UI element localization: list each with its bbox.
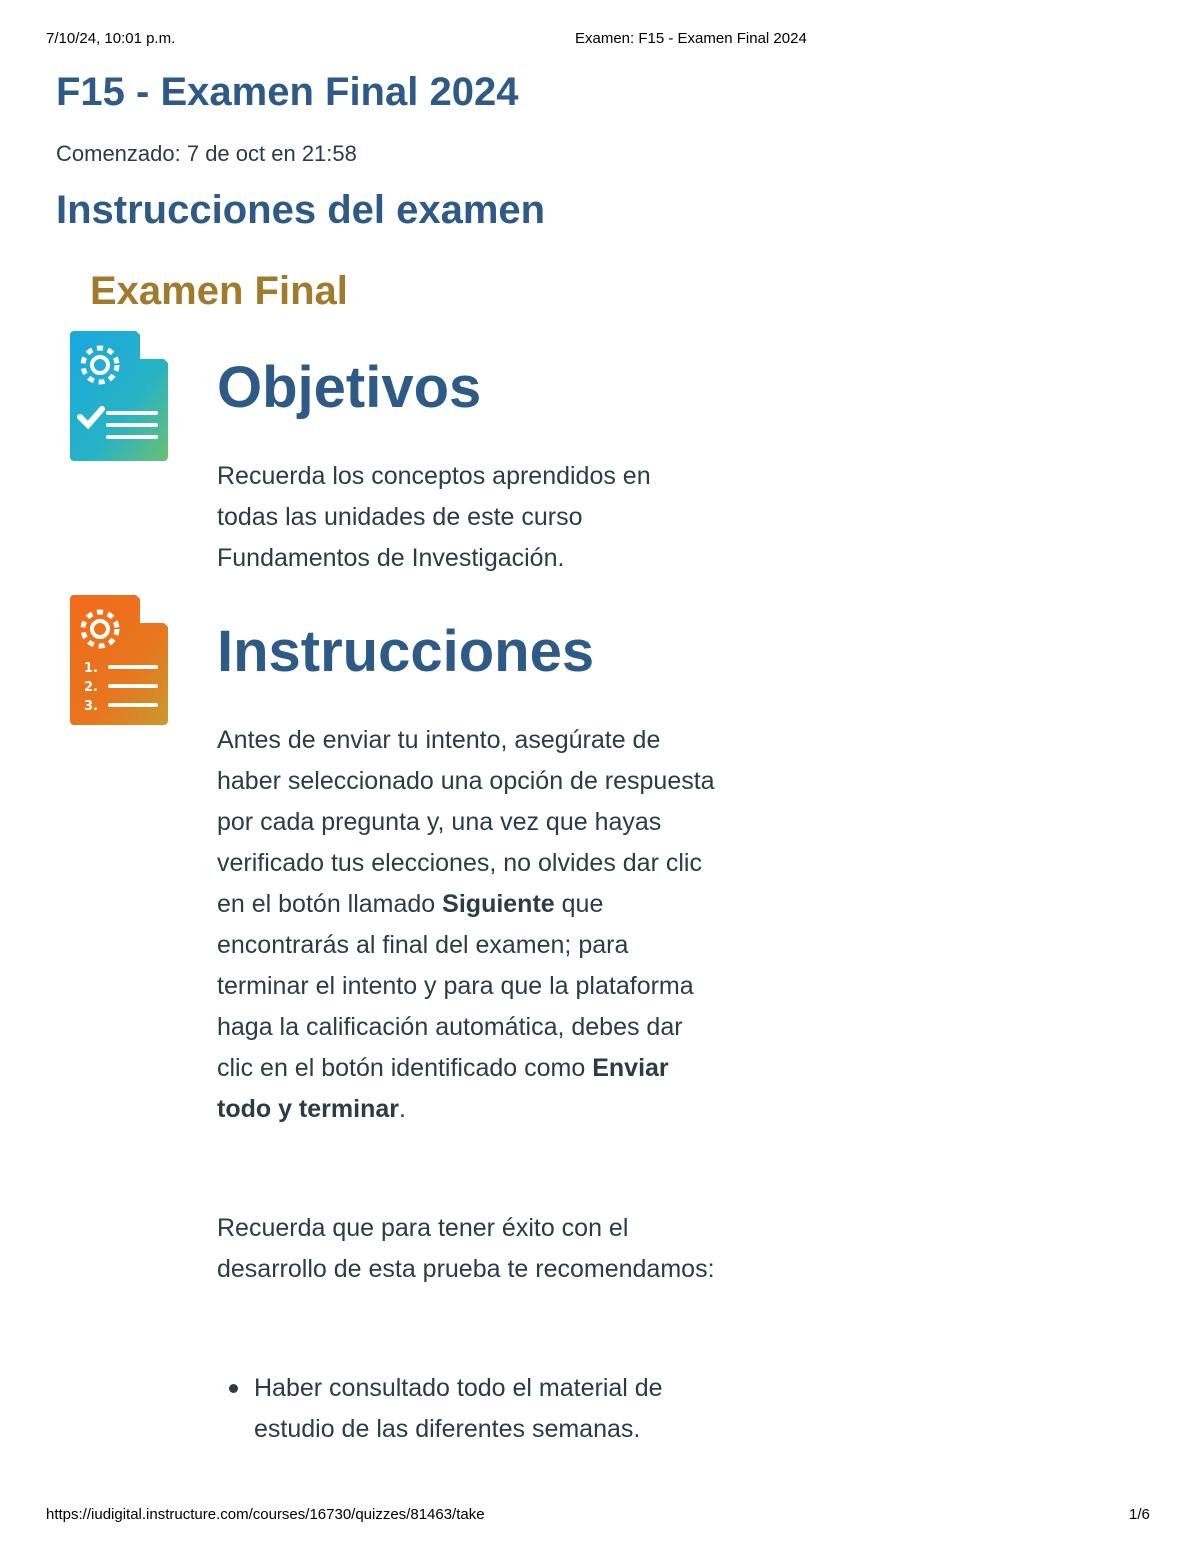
started-timestamp: Comenzado: 7 de oct en 21:58 (56, 141, 357, 166)
instrucciones-heading: Instrucciones (217, 619, 595, 684)
numbered-list-document-icon (70, 595, 168, 725)
page-url: https://iudigital.instructure.com/courses/16730/quizzes/81463/take (46, 1506, 485, 1523)
page-number: 1/6 (1129, 1506, 1150, 1523)
svg-text:3.: 3. (84, 699, 98, 714)
enviar-todo-label: Enviar todo y terminar (217, 1054, 669, 1123)
instrucciones-text: Antes de enviar tu intento, asegúrate de haber seleccionado una opción de respuesta por cada pregunta y, una vez que hayas verificado tus elecciones, no olvides dar clic en el botón llamado Siguiente que encontrarás al final del examen; para terminar el intento y para que la plataforma haga la calificación automática, debes dar clic en el botón identificado como Enviar todo y terminar. (217, 726, 715, 1123)
bullet-icon (229, 1384, 238, 1393)
print-footer (0, 1506, 1200, 1526)
siguiente-label: Siguiente (442, 890, 555, 918)
objetivos-text: Recuerda los conceptos aprendidos en todas las unidades de este curso Fundamentos de Investigación. (217, 462, 651, 572)
exam-label: Examen Final (90, 269, 348, 313)
recuerda-text: Recuerda que para tener éxito con el desarrollo de esta prueba te recomendamos: (217, 1214, 715, 1283)
svg-text:1.: 1. (84, 661, 98, 676)
recommendations-list (217, 1368, 717, 1450)
print-header (0, 30, 1200, 50)
checklist-document-icon (70, 331, 168, 461)
page-title: F15 - Examen Final 2024 (56, 70, 519, 114)
objetivos-heading: Objetivos (217, 355, 482, 420)
svg-text:2.: 2. (84, 680, 98, 695)
section-title: Instrucciones del examen (56, 188, 546, 232)
print-date: 7/10/24, 10:01 p.m. (46, 30, 176, 47)
print-doc-title: Examen: F15 - Examen Final 2024 (575, 30, 807, 47)
list-item: Haber consultado todo el material de estudio de las diferentes semanas. (217, 1368, 717, 1450)
